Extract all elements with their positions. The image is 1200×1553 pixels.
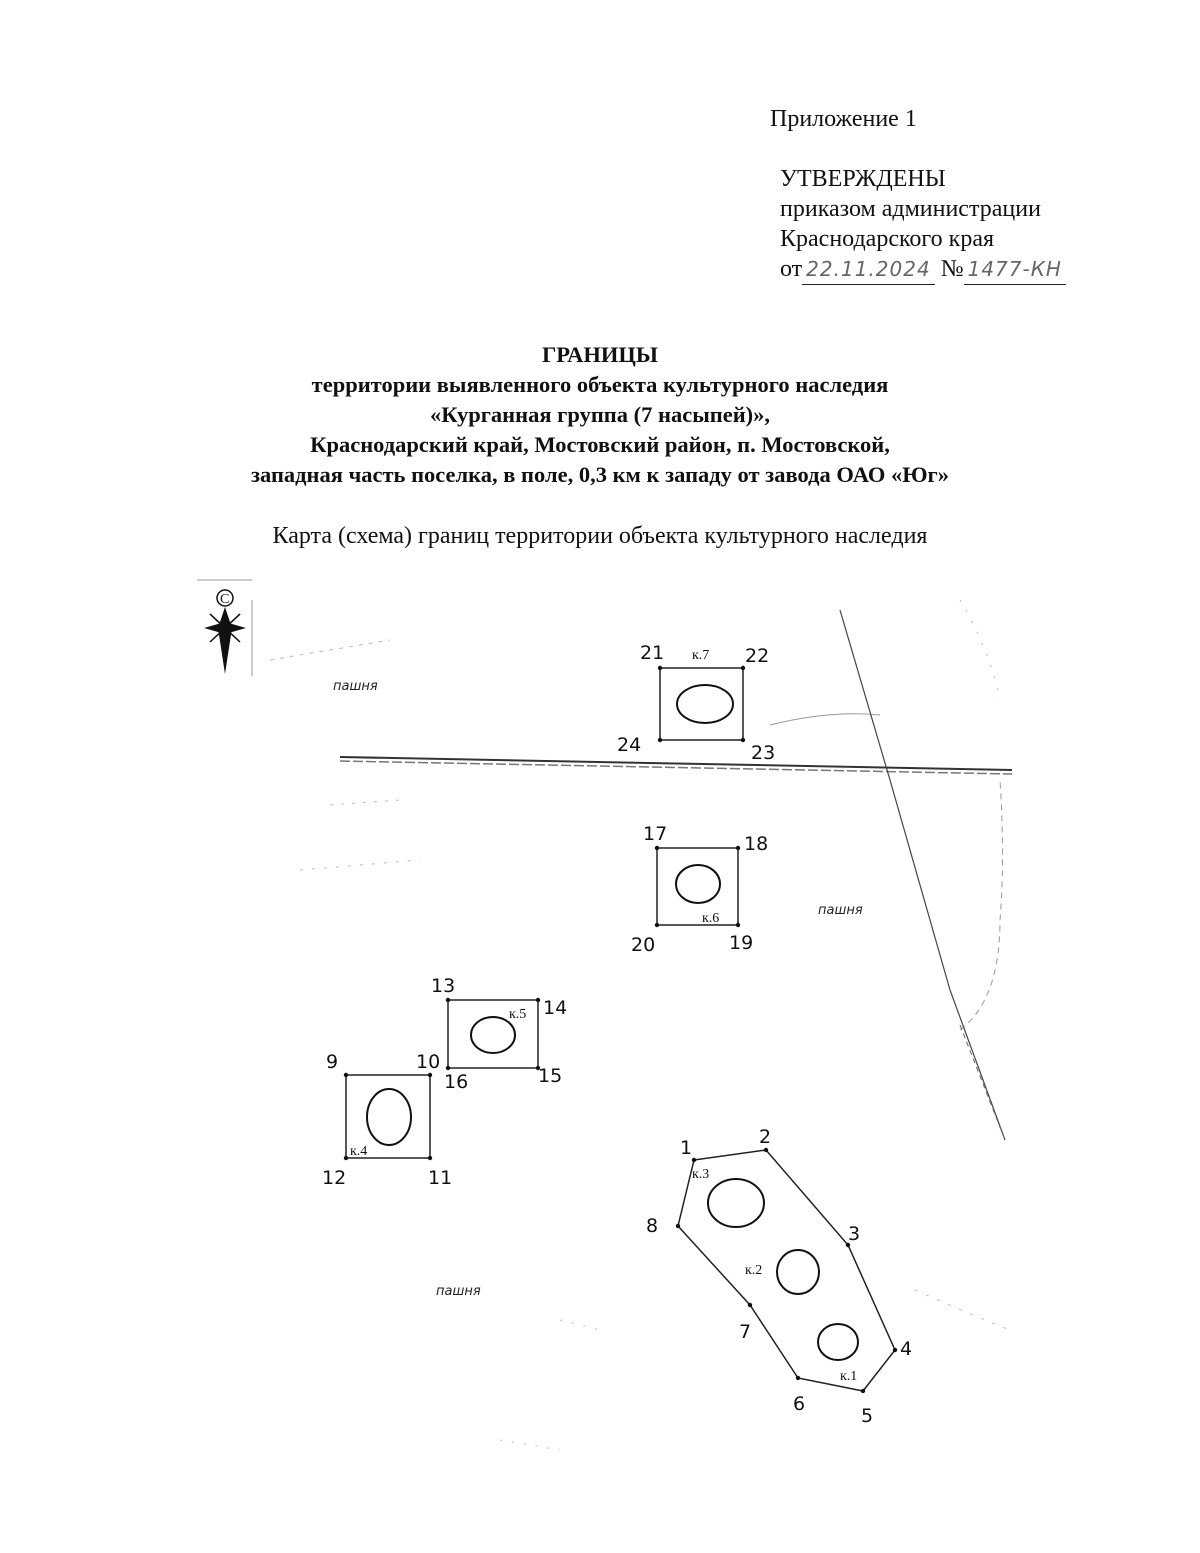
mound-7-area <box>660 668 743 740</box>
point-9: 9 <box>326 1051 339 1073</box>
point-12: 12 <box>322 1167 347 1189</box>
mound-label-7: к.7 <box>692 648 710 663</box>
point-14: 14 <box>543 997 568 1019</box>
mound-label-1: к.1 <box>840 1369 858 1384</box>
point-13: 13 <box>431 975 456 997</box>
approved-heading: УТВЕРЖДЕНЫ <box>780 166 946 192</box>
title-line-4: Краснодарский край, Мостовский район, п. Мостовской, <box>310 432 890 457</box>
appendix-label: Приложение 1 <box>770 106 917 132</box>
point-20: 20 <box>631 934 656 956</box>
order-date: 22.11.2024 <box>802 254 935 285</box>
title-line-3: «Курганная группа (7 насыпей)», <box>429 402 771 427</box>
point-2: 2 <box>759 1126 772 1148</box>
land-label-arable-e: пашня <box>818 903 863 918</box>
point-10: 10 <box>416 1051 441 1073</box>
land-label-arable-sw: пашня <box>436 1284 481 1299</box>
point-15: 15 <box>538 1065 563 1087</box>
road <box>340 757 1012 774</box>
point-8: 8 <box>646 1215 659 1237</box>
mound-label-2: к.2 <box>745 1263 763 1278</box>
mound-label-4: к.4 <box>350 1144 368 1159</box>
point-21: 21 <box>640 642 665 664</box>
point-24: 24 <box>617 734 642 756</box>
background-field-lines <box>270 600 1010 1450</box>
point-18: 18 <box>744 833 769 855</box>
mound-label-6: к.6 <box>702 911 720 926</box>
map-caption: Карта (схема) границ территории объекта культурного наследия <box>272 523 928 549</box>
point-4: 4 <box>900 1338 913 1360</box>
point-3: 3 <box>848 1223 861 1245</box>
track-lines <box>840 610 1005 1140</box>
vertex-markers <box>344 666 897 1393</box>
title-line-5: западная часть поселка, в поле, 0,3 км к западу от завода ОАО «Юг» <box>250 462 950 487</box>
point-23: 23 <box>751 742 776 764</box>
point-19: 19 <box>729 932 754 954</box>
land-label-arable-nw: пашня <box>333 679 378 694</box>
point-1: 1 <box>680 1137 693 1159</box>
point-numbers <box>322 642 912 1427</box>
point-22: 22 <box>745 645 770 667</box>
title-line-2: территории выявленного объекта культурного наследия <box>311 372 889 397</box>
number-prefix: № <box>940 256 964 282</box>
authority-line: Краснодарского края <box>780 226 995 252</box>
order-line: приказом администрации <box>780 196 1041 222</box>
point-17: 17 <box>643 823 668 845</box>
mound-label-3: к.3 <box>692 1167 710 1182</box>
point-6: 6 <box>793 1393 806 1415</box>
mound-label-5: к.5 <box>509 1007 527 1022</box>
date-prefix: от <box>780 256 803 282</box>
point-11: 11 <box>428 1167 453 1189</box>
point-5: 5 <box>861 1405 874 1427</box>
order-number: 1477-КН <box>964 254 1066 285</box>
title-line-1: ГРАНИЦЫ <box>541 342 659 367</box>
north-letter: С <box>220 592 230 607</box>
mound-6-area <box>657 848 738 925</box>
point-16: 16 <box>444 1071 469 1093</box>
point-7: 7 <box>739 1321 752 1343</box>
mounds-1-3-area <box>678 1150 895 1391</box>
